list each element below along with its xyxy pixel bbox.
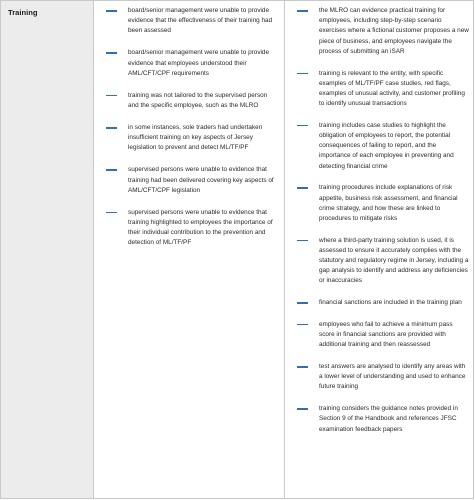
list-item — [285, 69, 475, 110]
dash-bullet-icon — [297, 10, 308, 12]
list-item-text: board/senior management were unable to provide evidence that employees understood their AML/CFT/CPF requirements — [128, 49, 270, 77]
list-item — [285, 404, 475, 435]
list-item-text: in some instances, sole traders had undertaken insufficient training on key aspects of Jersey legislation to prevent and detect ML/TF/PF — [128, 124, 263, 152]
list-item — [285, 236, 475, 287]
dash-bullet-icon — [297, 125, 308, 127]
list-item-text: where a third-party training solution is used, it is assessed to ensure it accurately complies with the statutory and regulatory regime in Jersey, including a gap analysis to identify and address any deficiencies or inaccuracies — [319, 236, 469, 285]
list-item — [285, 183, 475, 224]
dash-bullet-icon — [106, 127, 117, 129]
good-practice-list — [285, 6, 475, 446]
list-item — [285, 6, 475, 57]
list-item — [94, 165, 284, 196]
list-item — [94, 208, 284, 249]
list-item-text: supervised persons were unable to evidence that training highlighted to employees the importance of their individual contribution to the prevention and detection of ML/TF/PF — [128, 208, 273, 247]
list-item — [285, 362, 475, 393]
list-item-text: supervised persons were unable to evidence that training had been delivered covering key aspects of AML/CFT/CPF legislation — [128, 166, 274, 194]
list-item-text: board/senior management were unable to provide evidence that the effectiveness of their training had been assessed — [128, 7, 273, 35]
dash-bullet-icon — [297, 302, 308, 304]
list-item — [94, 48, 284, 79]
dash-bullet-icon — [297, 366, 308, 368]
poor-practice-list — [94, 6, 284, 260]
list-item-text: training is relevant to the entity, with specific examples of ML/TF/PF case studies, red flags, examples of unusual activity, and customer profiling to identify unusual transactions — [319, 69, 465, 108]
dash-bullet-icon — [106, 52, 117, 54]
dash-bullet-icon — [297, 187, 308, 189]
list-item-text: test answers are analysed to identify any areas with a lower level of understanding and used to enhance future training — [319, 362, 466, 391]
dash-bullet-icon — [297, 240, 308, 242]
good-practice-cell — [285, 1, 475, 498]
list-item — [94, 123, 284, 154]
dash-bullet-icon — [106, 95, 117, 97]
dash-bullet-icon — [106, 10, 117, 12]
dash-bullet-icon — [106, 169, 117, 171]
list-item-text: training includes case studies to highlight the obligation of employees to report, the potential consequences of failing to report, and the importance of each employee in preventing and detecting financial crime — [319, 121, 454, 170]
dash-bullet-icon — [106, 212, 117, 214]
row-label: Training — [8, 8, 38, 17]
list-item-text: training was not tailored to the supervised person and the specific employee, such as the MLRO — [128, 91, 268, 110]
list-item-text: financial sanctions are included in the training plan — [319, 299, 462, 307]
list-item — [285, 121, 475, 172]
dash-bullet-icon — [297, 408, 308, 410]
list-item-text: the MLRO can evidence practical training for employees, including step-by-step scenario exercises where a fictional customer proposes a new piece of business, and employees navigate the process of submitting an iSAR — [319, 7, 469, 55]
list-item — [94, 91, 284, 111]
list-item-text: employees who fail to achieve a minimum pass score in financial sanctions are provided with additional training and then reassessed — [319, 320, 453, 349]
list-item — [285, 298, 475, 308]
list-item-text: training considers the guidance notes provided in Section 9 of the Handbook and references JFSC examination feedback papers — [319, 405, 458, 433]
list-item-text: training procedures include explanations of risk appetite, business risk assessment, and financial crime strategy, and how these are linked to procedures to mitigate risks — [319, 184, 458, 222]
list-item — [94, 6, 284, 37]
list-item — [285, 320, 475, 351]
dash-bullet-icon — [297, 324, 308, 326]
poor-practice-cell — [94, 1, 285, 498]
dash-bullet-icon — [297, 73, 308, 75]
row-label-cell — [1, 1, 94, 498]
